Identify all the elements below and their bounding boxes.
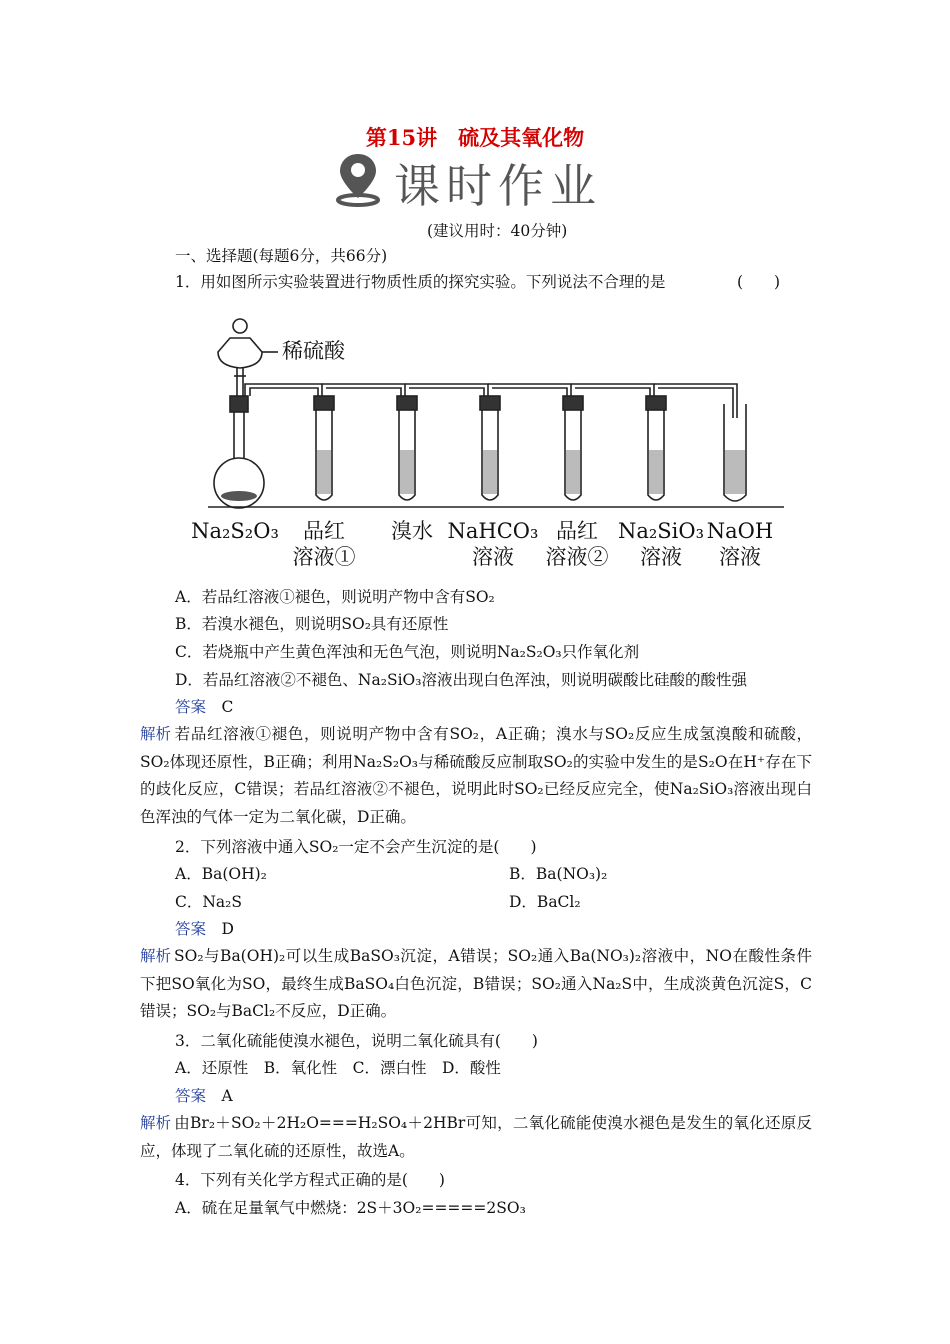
- test-tube-6: [724, 404, 746, 501]
- figure-label-6a: Na₂SiO₃: [617, 519, 705, 543]
- figure-label-3: 溴水: [391, 519, 433, 543]
- q4-option-a: A．硫在足量氧气中燃烧：2S＋3O₂=====2SO₃: [175, 1199, 526, 1217]
- q3-answer: [175, 1086, 233, 1106]
- answer-value: A: [221, 1087, 233, 1105]
- figure-label-2a: 品红: [303, 519, 345, 543]
- q1-option-c: C．若烧瓶中产生黄色浑浊和无色气泡，则说明Na₂S₂O₃只作氧化剂: [175, 643, 640, 661]
- figure-label-6b: 溶液: [640, 545, 682, 569]
- q2-answer: [175, 919, 234, 939]
- q1-answer-blank: ( ): [737, 273, 781, 291]
- analysis-label: 解析: [140, 725, 172, 743]
- figure-label-5b: 溶液②: [545, 545, 609, 569]
- answer-label: 答案: [175, 1087, 207, 1105]
- answer-value: D: [221, 920, 234, 938]
- test-tube-1: [314, 396, 334, 500]
- q1-option-b: B．若溴水褪色，则说明SO₂具有还原性: [175, 615, 449, 633]
- q3-stem: 3．二氧化硫能使溴水褪色，说明二氧化硫具有( ): [175, 1032, 538, 1050]
- test-tube-5: [646, 396, 666, 500]
- q3-analysis: [140, 1110, 812, 1165]
- homework-banner: [328, 148, 623, 213]
- analysis-text: 由Br₂＋SO₂＋2H₂O===H₂SO₄＋2HBr可知，二氧化硫能使溴水褪色是发生的氧化还原反应，体现了二氧化硫的还原性，故选A。: [140, 1114, 812, 1160]
- test-tube-4: [563, 396, 583, 500]
- q1-analysis: [140, 721, 812, 831]
- banner-title: 课时作业: [394, 159, 602, 213]
- test-tube-3: [480, 396, 500, 500]
- figure-label-7a: NaOH: [706, 519, 774, 543]
- analysis-text: SO₂与Ba(OH)₂可以生成BaSO₃沉淀，A错误；SO₂通入Ba(NO₃)₂溶液中，NO在酸性条件下把SO氧化为SO，最终生成BaSO₄白色沉淀，B错误；SO₂通入Na₂S中，生成淡黄色沉淀S，C错误；SO₂与BaCl₂不反应，D正确。: [140, 947, 812, 1020]
- section-heading: 一、选择题(每题6分，共66分): [175, 247, 388, 265]
- q2-option-d: D．BaCl₂: [509, 893, 581, 911]
- figure-label-7b: 溶液: [719, 545, 761, 569]
- test-tube-2: [397, 396, 417, 500]
- flask-stopper: [230, 396, 248, 412]
- answer-value: C: [221, 698, 234, 716]
- analysis-label: 解析: [140, 947, 172, 965]
- q1-option-d: D．若品红溶液②不褪色、Na₂SiO₃溶液出现白色浑浊，则说明碳酸比硅酸的酸性强: [175, 671, 747, 689]
- q4-stem: 4．下列有关化学方程式正确的是( ): [175, 1171, 445, 1189]
- analysis-text: 若品红溶液①褪色，则说明产物中含有SO₂，A正确；溴水与SO₂反应生成氢溴酸和硫酸，SO₂体现还原性，B正确；利用Na₂S₂O₃与稀硫酸反应制取SO₂的实验中发生的是S₂O在H⁺存在下的歧化反应，C错误；若品红溶液②不褪色，说明此时SO₂已经反应完全，使Na₂SiO₃溶液出现白色浑浊的气体一定为二氧化碳，D正确。: [140, 725, 812, 826]
- q2-option-a: A．Ba(OH)₂: [175, 865, 267, 883]
- figure-label-5a: 品红: [556, 519, 598, 543]
- analysis-label: 解析: [140, 1114, 172, 1132]
- page-title: 第15讲 硫及其氧化物: [365, 125, 585, 150]
- separatory-funnel: [218, 338, 262, 368]
- q1-stem: 1．用如图所示实验装置进行物质性质的探究实验。下列说法不合理的是: [175, 273, 666, 291]
- funnel-label: 稀硫酸: [282, 339, 345, 363]
- q2-option-c: C．Na₂S: [175, 893, 242, 911]
- q1-answer: [175, 697, 233, 717]
- answer-label: 答案: [175, 920, 207, 938]
- figure-label-1: Na₂S₂O₃: [191, 519, 279, 543]
- figure-label-2b: 溶液①: [292, 545, 356, 569]
- figure-label-4b: 溶液: [472, 545, 514, 569]
- q2-stem: 2．下列溶液中通入SO₂一定不会产生沉淀的是( ): [175, 838, 537, 856]
- q2-option-b: B．Ba(NO₃)₂: [509, 865, 608, 883]
- answer-label: 答案: [175, 698, 207, 716]
- apparatus-figure: [190, 300, 792, 582]
- time-note: (建议用时：40分钟): [427, 222, 568, 240]
- location-pin-icon: [328, 148, 388, 208]
- q1-option-a: A．若品红溶液①褪色，则说明产物中含有SO₂: [175, 588, 495, 606]
- figure-label-4a: NaHCO₃: [447, 519, 539, 543]
- q2-analysis: [140, 943, 812, 1026]
- q3-options: A．还原性 B．氧化性 C．漂白性 D．酸性: [175, 1059, 501, 1077]
